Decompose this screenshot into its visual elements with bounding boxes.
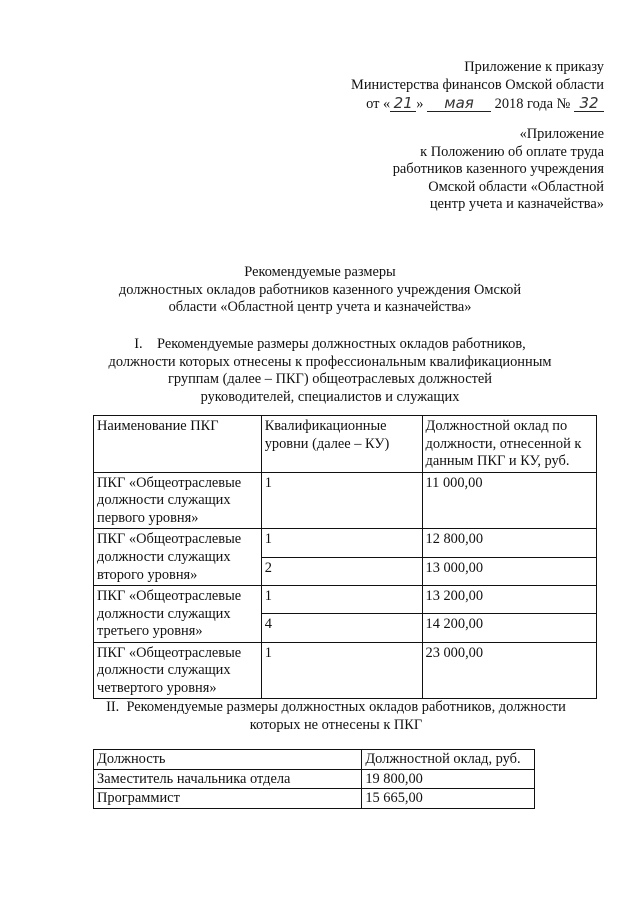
non-pkg-salary-table <box>93 749 535 809</box>
table-row <box>94 586 597 614</box>
table-row <box>94 789 535 809</box>
regulation-annex-block <box>393 126 604 214</box>
section1-heading <box>80 336 580 406</box>
date-prefix: от « <box>366 96 391 113</box>
salary-cell: 13 000,00 <box>422 557 597 585</box>
section1-heading-line: руководителей, специалистов и служащих <box>200 388 460 405</box>
date-month-field <box>427 94 491 114</box>
title-line: Рекомендуемые размеры <box>244 264 396 280</box>
date-day-handwritten: 21 <box>393 94 413 113</box>
level-cell: 1 <box>261 586 422 614</box>
regulation-annex-line: Омской области «Областной <box>428 178 604 195</box>
pkg-name-cell: ПКГ «Общеотраслевые должности служащих четвертого уровня» <box>94 642 262 699</box>
pkg-name-cell: ПКГ «Общеотраслевые должности служащих второго уровня» <box>94 529 262 586</box>
order-annex-line1: Приложение к приказу <box>464 59 604 75</box>
date-year: 2018 года № <box>494 96 571 113</box>
date-month-handwritten: мая <box>444 94 474 113</box>
date-mid: » <box>416 96 424 113</box>
table-row <box>94 642 597 699</box>
salary-cell: 15 665,00 <box>362 789 535 809</box>
level-cell: 1 <box>261 529 422 557</box>
salary-cell: 12 800,00 <box>422 529 597 557</box>
header-pkg-name: Наименование ПКГ <box>94 416 262 473</box>
level-cell: 4 <box>261 614 422 642</box>
header-salary: Должностной оклад, руб. <box>362 750 535 770</box>
pkg-name-cell: ПКГ «Общеотраслевые должности служащих первого уровня» <box>94 472 262 529</box>
table-header-row <box>94 750 535 770</box>
level-cell: 1 <box>261 642 422 699</box>
table-row <box>94 529 597 557</box>
header-position: Должность <box>94 750 362 770</box>
document-title <box>60 264 580 317</box>
section1-heading-line: должности которых отнесены к профессиональным квалификационным <box>108 353 552 370</box>
pkg-name-cell: ПКГ «Общеотраслевые должности служащих третьего уровня» <box>94 586 262 643</box>
section1-heading-line: группам (далее – ПКГ) общеотраслевых должностей <box>168 371 492 388</box>
order-annex-line2: Министерства финансов Омской области <box>351 76 604 93</box>
section2-heading-line: которых не отнесены к ПКГ <box>249 716 423 733</box>
order-date-line <box>351 94 604 114</box>
pkg-salary-table <box>93 415 597 699</box>
order-annex-block <box>351 59 604 114</box>
section2-heading-line: II. Рекомендуемые размеры должностных окладов работников, должности <box>106 699 566 715</box>
table-row <box>94 472 597 529</box>
regulation-annex-line: центр учета и казначейства» <box>429 196 604 213</box>
salary-cell: 11 000,00 <box>422 472 597 529</box>
salary-cell: 14 200,00 <box>422 614 597 642</box>
title-line: области «Областной центр учета и казначейства» <box>168 299 472 316</box>
table-header-row <box>94 416 597 473</box>
position-cell: Заместитель начальника отдела <box>94 769 362 789</box>
order-number-field <box>574 94 604 114</box>
date-day-field <box>390 94 416 114</box>
header-qualification-level: Квалификационные уровни (далее – КУ) <box>261 416 422 473</box>
order-number-handwritten: 32 <box>579 94 599 113</box>
salary-cell: 19 800,00 <box>362 769 535 789</box>
salary-cell: 23 000,00 <box>422 642 597 699</box>
salary-cell: 13 200,00 <box>422 586 597 614</box>
header-salary: Должностной оклад по должности, отнесенной к данным ПКГ и КУ, руб. <box>422 416 597 473</box>
table-row <box>94 769 535 789</box>
level-cell: 1 <box>261 472 422 529</box>
section2-heading <box>86 699 586 734</box>
position-cell: Программист <box>94 789 362 809</box>
regulation-annex-line: «Приложение <box>519 126 604 142</box>
section1-heading-line: I. Рекомендуемые размеры должностных окладов работников, <box>134 336 526 352</box>
level-cell: 2 <box>261 557 422 585</box>
regulation-annex-line: работников казенного учреждения <box>392 161 604 178</box>
title-line: должностных окладов работников казенного учреждения Омской <box>118 281 522 298</box>
regulation-annex-line: к Положению об оплате труда <box>420 143 604 160</box>
